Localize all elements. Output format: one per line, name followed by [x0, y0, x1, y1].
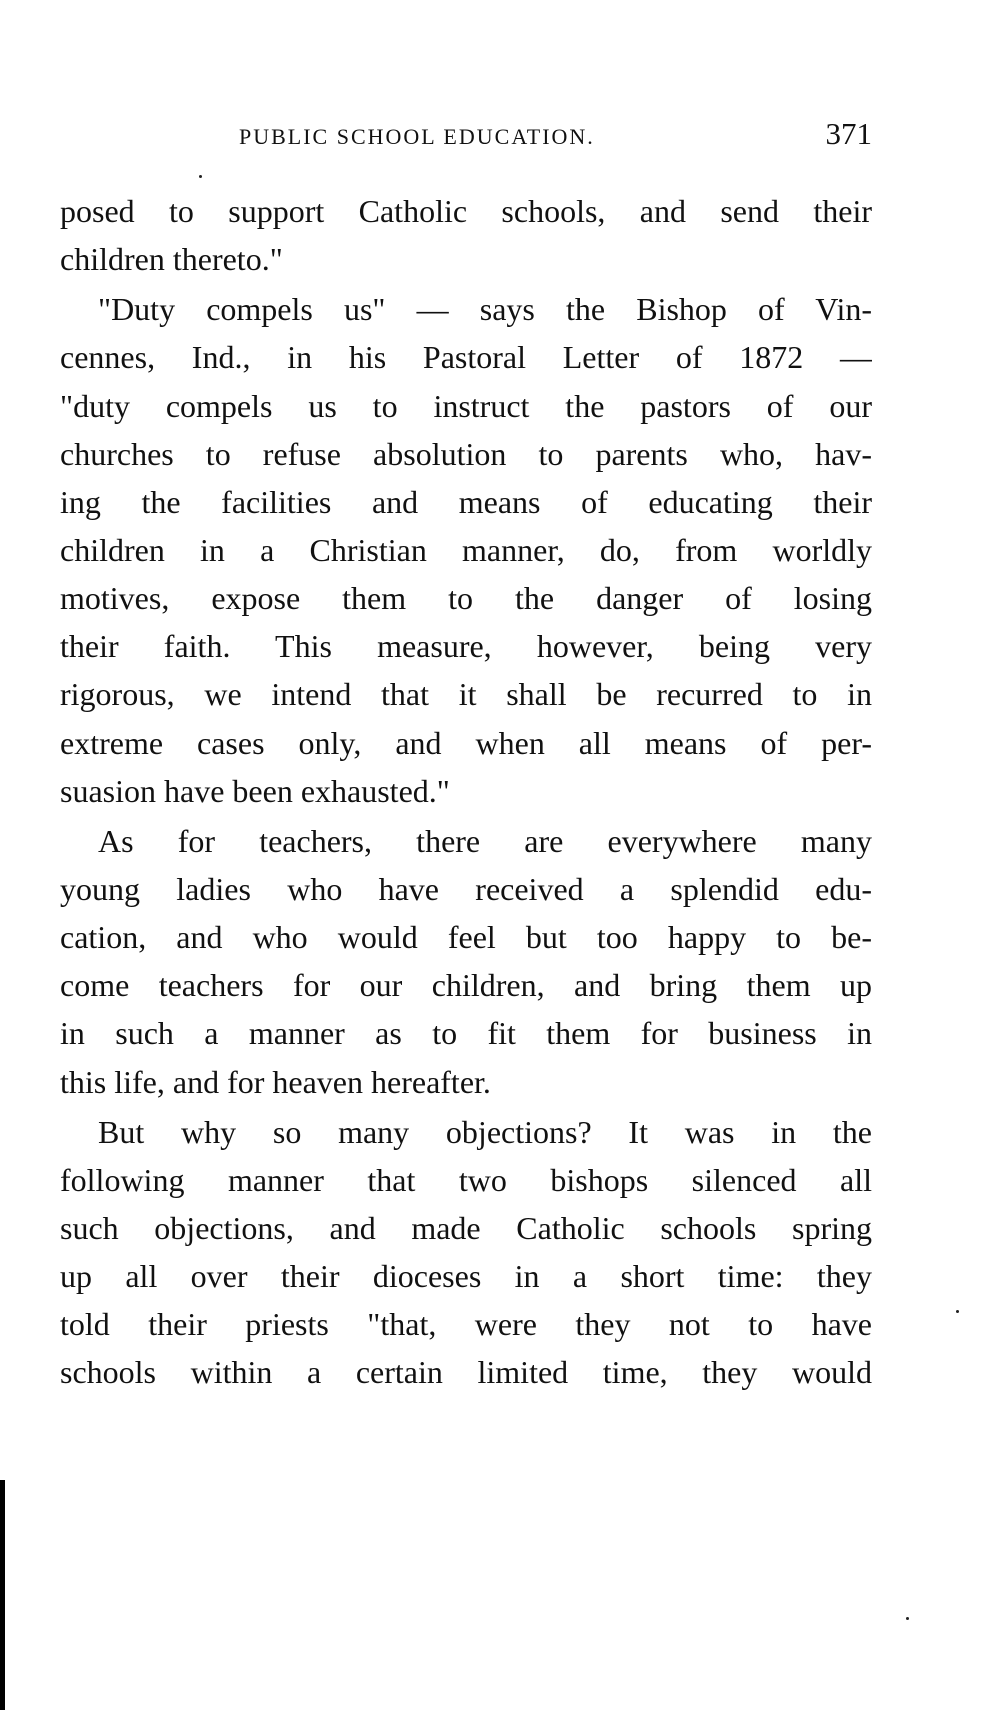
text-line: motives, expose them to the danger of losing [60, 580, 872, 617]
text-line: extreme cases only, and when all means of per- [60, 724, 872, 761]
scan-speck [906, 1617, 909, 1620]
scan-speck [956, 1310, 959, 1313]
text-line: this life, and for heaven hereafter. [60, 1063, 491, 1100]
paragraph [60, 817, 872, 1106]
text-line: cennes, Ind., in his Pastoral Letter of 1872 — [60, 339, 872, 376]
running-title: PUBLIC SCHOOL EDUCATION. [239, 124, 595, 149]
text-line: suasion have been exhausted." [60, 772, 450, 809]
paragraph [60, 285, 872, 815]
text-line: cation, and who would feel but too happy to be- [60, 919, 872, 956]
page-number: 371 [825, 116, 872, 151]
text-line: ing the facilities and means of educating their [60, 483, 872, 520]
text-line: children thereto." [60, 241, 283, 278]
text-line: But why so many objections? It was in the [98, 1113, 872, 1150]
text-line: churches to refuse absolution to parents who, hav- [60, 435, 872, 472]
text-line: come teachers for our children, and bring them up [60, 967, 872, 1004]
scan-speck [199, 175, 202, 178]
text-line: in such a manner as to fit them for business in [60, 1015, 872, 1052]
text-line: following manner that two bishops silenced all [60, 1161, 872, 1198]
paragraph [60, 1108, 872, 1397]
text-line: up all over their dioceses in a short time: they [60, 1258, 872, 1295]
text-line: told their priests "that, were they not to have [60, 1306, 872, 1343]
text-line: children in a Christian manner, do, from worldly [60, 531, 872, 568]
body-text [60, 187, 872, 1397]
text-line: their faith. This measure, however, being very [60, 628, 872, 665]
text-line: such objections, and made Catholic schools spring [60, 1209, 872, 1246]
text-line: As for teachers, there are everywhere many [98, 822, 872, 859]
paragraph [60, 187, 872, 283]
text-line: young ladies who have received a splendid edu- [60, 870, 872, 907]
text-line: schools within a certain limited time, they would [60, 1354, 872, 1391]
text-line: "duty compels us to instruct the pastors of our [60, 387, 872, 424]
page-header [60, 118, 872, 158]
text-line: "Duty compels us" — says the Bishop of Vin- [98, 291, 872, 328]
text-line: posed to support Catholic schools, and send their [60, 193, 872, 229]
binding-edge [0, 1480, 5, 1710]
text-line: rigorous, we intend that it shall be recurred to in [60, 676, 872, 713]
